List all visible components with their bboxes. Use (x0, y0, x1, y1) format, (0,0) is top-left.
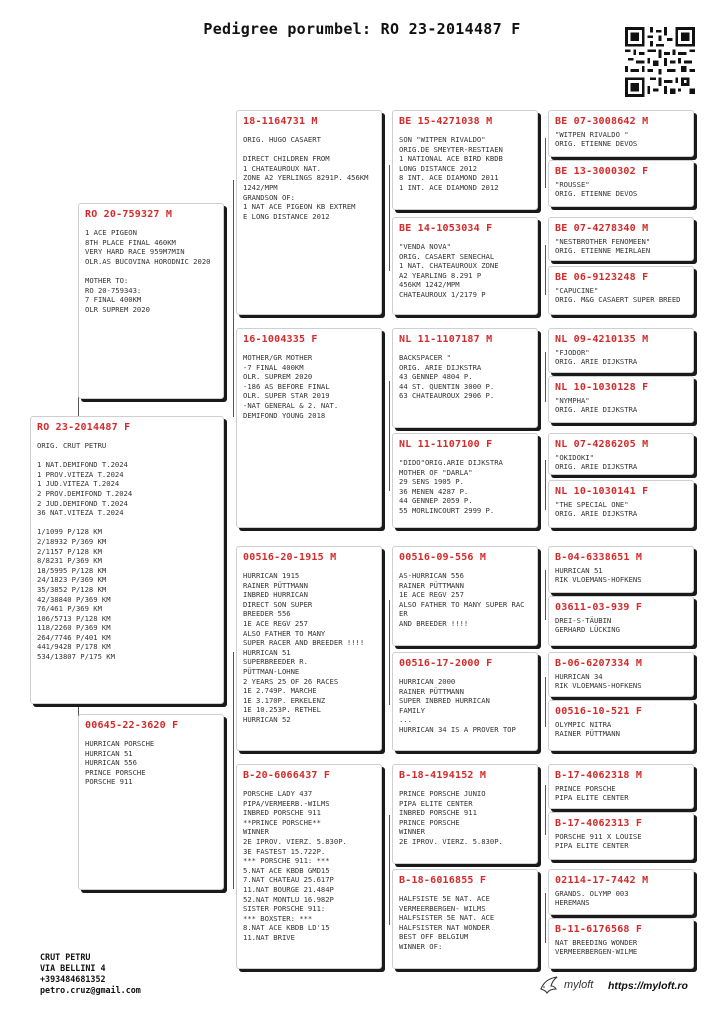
ring-number: 02114-17-7442 M (555, 875, 649, 886)
pedigree-card-sire-dam (236, 328, 382, 528)
card-details: PORSCHE 911 X LOUISE PIPA ELITE CENTER (555, 832, 642, 851)
breeder-email: petro.cruz@gmail.com (40, 985, 141, 995)
card-details: ORIG. HUGO CASAERT DIRECT CHILDREN FROM 1 CHATEAUROUX NAT. ZONE A2 YERLINGS 8291P. 456KM 1242/MPM GRANDSON OF: 1 NAT ACE PIGEON KB EXTREM E LONG DISTANCE 2012 (243, 135, 369, 221)
ring-number: 00645-22-3620 F (85, 720, 179, 731)
pedigree-card-dam-sire (236, 546, 382, 751)
ring-number: BE 13-3000302 F (555, 166, 649, 177)
pedigree-card-g7 (548, 433, 694, 475)
pedigree-card-g3 (548, 217, 694, 261)
pedigree-card-sss (392, 110, 538, 210)
ring-number: B-04-6338651 M (555, 552, 643, 563)
ring-number: 00516-10-521 F (555, 706, 643, 717)
ring-number: 18-1164731 M (243, 116, 318, 127)
ring-number: BE 14-1053034 F (399, 223, 493, 234)
pedigree-card-g11 (548, 652, 694, 697)
connector-line (545, 138, 546, 188)
breeder-contact (40, 952, 141, 996)
pedigree-card-g13 (548, 764, 694, 809)
connector-line (389, 815, 390, 925)
pedigree-card-sire (78, 203, 224, 399)
card-details: "FJODOR" ORIG. ARIE DIJKSTRA (555, 348, 638, 367)
ring-number: B-06-6207334 M (555, 658, 643, 669)
ring-number: RO 23-2014487 F (37, 422, 131, 433)
card-details: "NESTBROTHER FENOMEEN" ORIG. ETIENNE MEIRLAEN (555, 237, 651, 256)
connector-line (545, 460, 546, 510)
connector-line (545, 677, 546, 727)
ring-number: NL 09-4210135 M (555, 334, 649, 345)
connector-line (233, 652, 234, 889)
ring-number: B-17-4062318 M (555, 770, 643, 781)
pedigree-card-g14 (548, 812, 694, 860)
card-details: MOTHER/GR MOTHER -7 FINAL 400KM OLR. SUPREM 2020 -186 AS BEFORE FINAL OLR. SUPER STAR 2019 -NAT GENERAL & 2. NAT. DEMIFOND YOUNG 2018 (243, 353, 339, 420)
connector-line (545, 352, 546, 402)
card-details: HALFSISTE 5E NAT. ACE VERMEERBERGEN- WILMS HALFSISTER 5E NAT. ACE HALFSISTER NAT WONDER BEST OFF BELGIUM WINNER OF: (399, 894, 495, 951)
pedigree-card-sdd (392, 433, 538, 528)
pedigree-card-g5 (548, 328, 694, 373)
myloft-logo (538, 974, 593, 996)
connector-line (545, 893, 546, 943)
pedigree-card-g1 (548, 110, 694, 157)
breeder-phone: +393484681352 (40, 974, 106, 984)
card-details: SON "WITPEN RIVALDO" ORIG.DE SMEYTER-RESTIAEN 1 NATIONAL ACE BIRD KBDB LONG DISTANCE 2012 8 INT. ACE DIAMOND 2011 1 INT. ACE DIAMOND 2012 (399, 135, 503, 192)
card-details: PRINCE PORSCHE JUNIO PIPA ELITE CENTER INBRED PORSCHE 911 PRINCE PORSCHE WINNER 2E IPROV. VIERZ. 5.830P. (399, 789, 503, 846)
card-details: DREI-S-TÄUBIN GERHARD LÜCKING (555, 616, 620, 635)
ring-number: B-20-6066437 F (243, 770, 331, 781)
breeder-name: CRUT PETRU (40, 952, 91, 962)
connector-line (545, 245, 546, 295)
card-details: GRANDS. OLYMP 003 HEREMANS (555, 889, 629, 908)
pedigree-card-dsd (392, 652, 538, 751)
pedigree-card-g15 (548, 869, 694, 915)
pedigree-card-dds (392, 764, 538, 864)
pedigree-card-ssd (392, 217, 538, 315)
connector-line (545, 785, 546, 835)
card-details: "OKIDOKI" ORIG. ARIE DIJKSTRA (555, 453, 638, 472)
pedigree-card-g10 (548, 596, 694, 646)
ring-number: 03611-03-939 F (555, 602, 643, 613)
pedigree-card-sds (392, 328, 538, 428)
ring-number: NL 11-1107187 M (399, 334, 493, 345)
ring-number: B-17-4062313 F (555, 818, 643, 829)
card-details: HURRICAN 51 RIK VLOEMANS-HOFKENS (555, 566, 642, 585)
pedigree-card-g2 (548, 160, 694, 207)
connector-line (233, 180, 234, 417)
ring-number: 00516-09-556 M (399, 552, 487, 563)
ring-number: NL 07-4286205 M (555, 439, 649, 450)
card-details: "ROUSSE" ORIG. ETIENNE DEVOS (555, 180, 638, 199)
card-details: "NYMPHA" ORIG. ARIE DIJKSTRA (555, 396, 638, 415)
pigeon-icon (538, 975, 560, 995)
card-details: "CAPUCINE" ORIG. M&G CASAERT SUPER BREED (555, 286, 681, 305)
card-details: "DIDO"ORIG.ARIE DIJKSTRA MOTHER OF "DARLA" 29 SENS 1905 P. 36 MENEN 4287 P. 44 GENNEP 2059 P. 55 MORLINCOURT 2999 P. (399, 458, 503, 515)
card-details: "VENDA NOVA" ORIG. CASAERT SENECHAL 1 NAT. CHATEAUROUX ZONE A2 YEARLING 8.291 P 456KM 1242/MPM CHATEAUROUX 1/2179 P (399, 242, 499, 299)
page-title: Pedigree porumbel: RO 23-2014487 F (203, 20, 521, 38)
card-details: NAT BREEDING WONDER VERMEERBERGEN-WILME (555, 938, 638, 957)
pedigree-card-g4 (548, 266, 694, 315)
pedigree-card-dam-dam (236, 764, 382, 969)
ring-number: B-18-4194152 M (399, 770, 487, 781)
card-details: HURRICAN 34 RIK VLOEMANS-HOFKENS (555, 672, 642, 691)
ring-number: BE 06-9123248 F (555, 272, 649, 283)
pedigree-card-sire-sire (236, 110, 382, 315)
card-details: AS-HURRICAN 556 RAINER PÜTTMANN 1E ACE REGV 257 ALSO FATHER TO MANY SUPER RAC ER AND BREEDER !!!! (399, 571, 525, 628)
card-details: PORSCHE LADY 437 PIPA/VERMEERB.-WILMS INBRED PORSCHE 911 **PRINCE PORSCHE** WINNER 2E IPROV. VIERZ. 5.830P. 3E FASTEST 15.722P. *** PORSCHE 911: *** 5.NAT ACE KBDB GMD15 7.NAT CHATEAU 25.617P 11.NAT BOURGE 21.484P 52.NAT MONTLU 16.982P SISTER PORSCHE 911: *** BOXSTER: *** 8.NAT ACE KBDB LD'15 11.NAT BRIVE (243, 789, 347, 942)
ring-number: B-18-6016855 F (399, 875, 487, 886)
ring-number: RO 20-759327 M (85, 209, 173, 220)
pedigree-card-ddd (392, 869, 538, 969)
qr-code-icon (625, 27, 695, 97)
ring-number: B-11-6176568 F (555, 924, 643, 935)
card-details: "WITPEN RIVALDO " ORIG. ETIENNE DEVOS (555, 130, 638, 149)
website-url[interactable]: https://myloft.ro (608, 980, 688, 992)
ring-number: BE 15-4271038 M (399, 116, 493, 127)
ring-number: NL 11-1107100 F (399, 439, 493, 450)
ring-number: 16-1004335 F (243, 334, 318, 345)
pedigree-card-g8 (548, 480, 694, 528)
ring-number: NL 10-1030141 F (555, 486, 649, 497)
card-details: 1 ACE PIGEON 8TH PLACE FINAL 460KM VERY HARD RACE 959M7MIN OLR.AS BUCOVINA HORODNIC 2020 MOTHER TO: RO 20-759343: 7 FINAL 400KM OLR SUPREM 2020 (85, 228, 211, 314)
breeder-address: VIA BELLINI 4 (40, 963, 106, 973)
connector-line (389, 600, 390, 705)
card-details: PRINCE PORSCHE PIPA ELITE CENTER (555, 784, 629, 803)
connector-line (389, 165, 390, 271)
ring-number: 00516-17-2000 F (399, 658, 493, 669)
card-details: OLYMPIC NITRA RAINER PÜTTMANN (555, 720, 620, 739)
ring-number: BE 07-3008642 M (555, 116, 649, 127)
card-details: "THE SPECIAL ONE" ORIG. ARIE DIJKSTRA (555, 500, 638, 519)
pedigree-card-g16 (548, 918, 694, 969)
pedigree-card-g12 (548, 700, 694, 751)
logo-text: myloft (564, 979, 594, 991)
card-details: BACKSPACER " ORIG. ARIE DIJKSTRA 43 GENNEP 4804 P. 44 ST. QUENTIN 3000 P. 63 CHATEAUROUX 2906 P. (399, 353, 495, 401)
pedigree-card-dam (78, 714, 224, 890)
pedigree-card-g9 (548, 546, 694, 593)
ring-number: BE 07-4278340 M (555, 223, 649, 234)
connector-line (545, 570, 546, 620)
pedigree-card-subject (30, 416, 224, 704)
card-details: ORIG. CRUT PETRU 1 NAT.DEMIFOND T.2024 1 PROV.VITEZA T.2024 1 JUD.VITEZA T.2024 2 PROV.DEMIFOND T.2024 2 JUD.DEMIFOND T.2024 36 NAT.VITEZA T.2024 1/1099 P/128 KM 2/18932 P/369 KM 2/1157 P/128 KM 8/8231 P/369 KM 18/5995 P/128 KM 24/1823 P/369 KM 35/3852 P/128 KM 42/38840 P/369 KM 76/461 P/369 KM 106/5713 P/128 KM 118/2260 P/369 KM 264/7746 P/401 KM 441/9428 P/178 KM 534/13807 P/175 KM (37, 441, 133, 662)
card-details: HURRICAN PORSCHE HURRICAN 51 HURRICAN 556 PRINCE PORSCHE PORSCHE 911 (85, 739, 155, 787)
card-details: HURRICAN 2000 RAINER PÜTTMANN SUPER INBRED HURRICAN FAMILY ... HURRICAN 34 IS A PROVER TOP (399, 677, 516, 734)
ring-number: 00516-20-1915 M (243, 552, 337, 563)
card-details: HURRICAN 1915 RAINER PÜTTMANN INBRED HURRICAN DIRECT SON SUPER BREEDER 556 1E ACE REGV 257 ALSO FATHER TO MANY SUPER RACER AND BREEDER !!!! HURRICAN 51 SUPERBREEDER R. PÜTTMAN-LOHNE 2 YEARS 25 OF 26 RACES 1E 2.749P. MARCHE 1E 3.170P. ERKELENZ 1E 10.253P. RETHEL HURRICAN 52 (243, 571, 365, 724)
connector-line (389, 381, 390, 491)
pedigree-card-g6 (548, 376, 694, 423)
ring-number: NL 10-1030128 F (555, 382, 649, 393)
pedigree-card-dss (392, 546, 538, 646)
